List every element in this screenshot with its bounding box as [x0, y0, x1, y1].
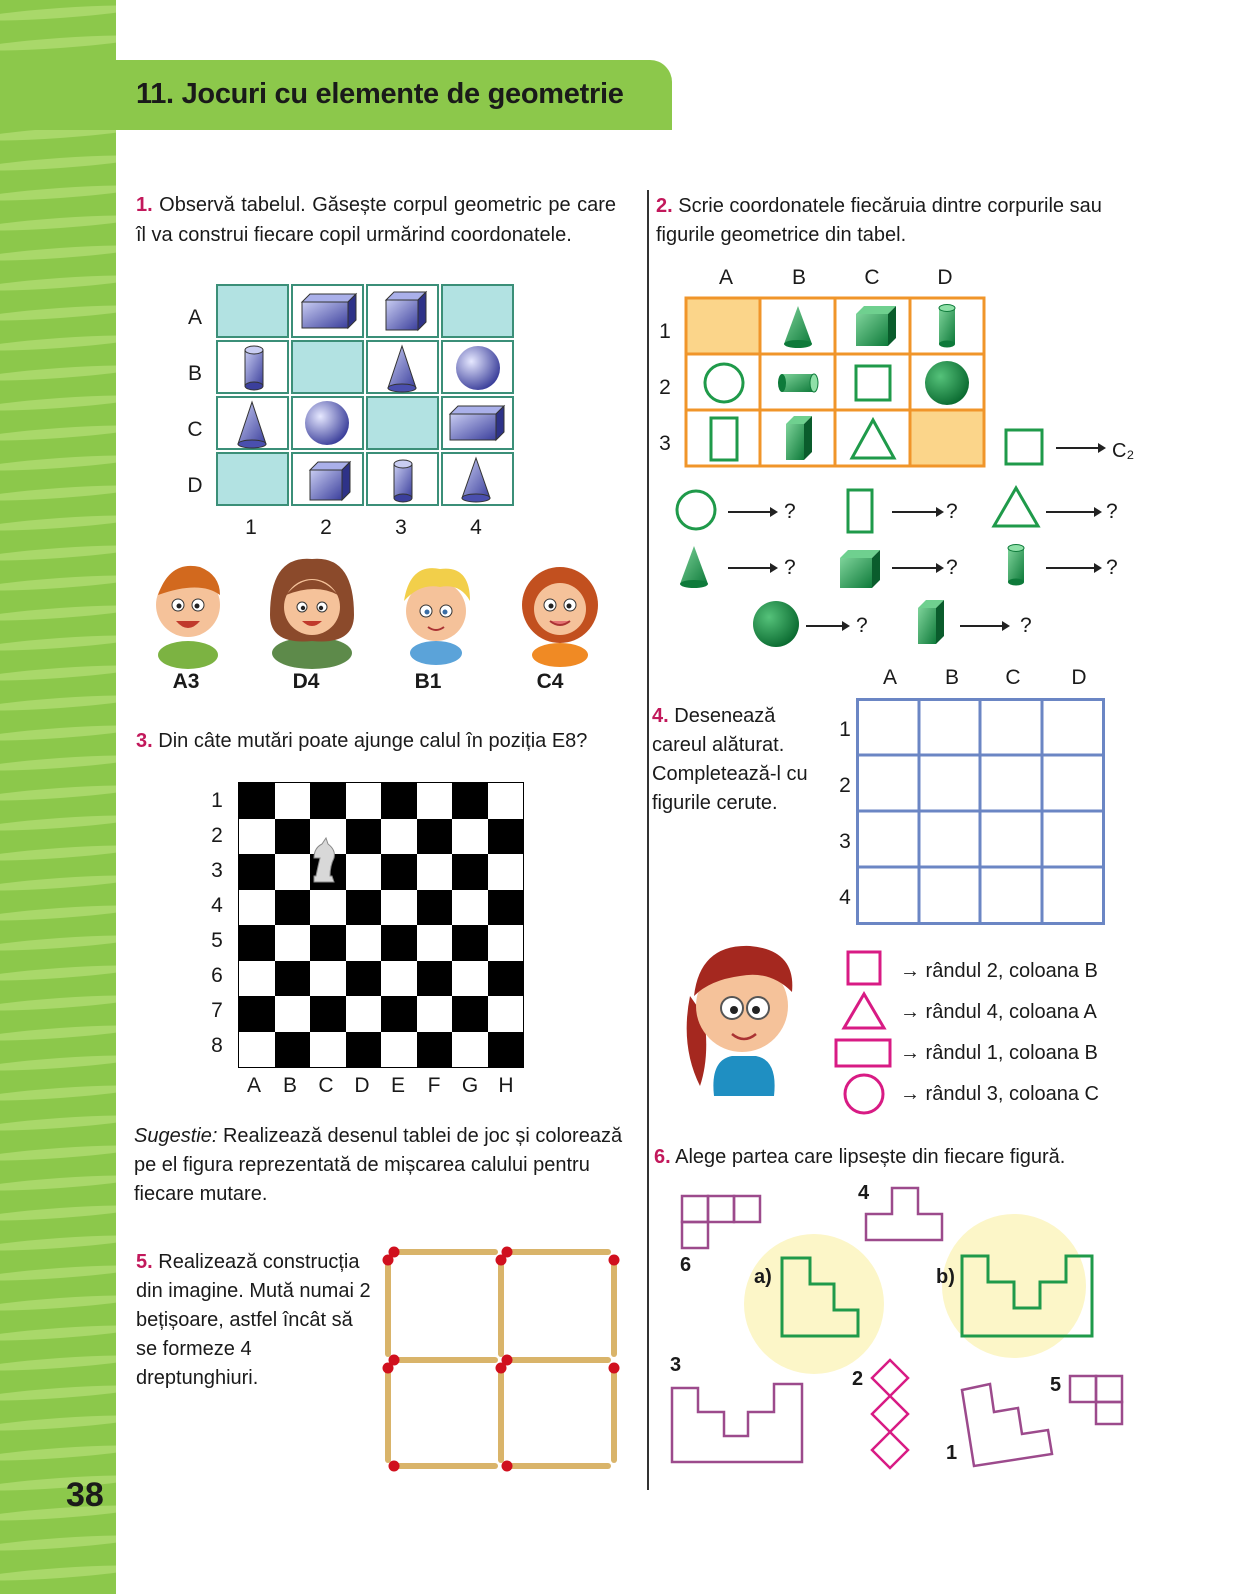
chess-square [346, 1032, 382, 1068]
chess-square [239, 925, 275, 961]
chess-square [417, 996, 453, 1032]
piece-label: 4 [858, 1182, 870, 1204]
decorative-sidebar [0, 0, 116, 1594]
sidebar-stripe [0, 272, 116, 293]
chess-square [417, 890, 453, 926]
row-label: 1 [211, 789, 223, 812]
chess-square [310, 890, 346, 926]
chess-square [488, 961, 524, 997]
col-label: 4 [470, 516, 482, 539]
chess-square [488, 996, 524, 1032]
answer-placeholder: ? [856, 614, 868, 637]
chess-square [346, 783, 382, 819]
exercise-instruction: Alege partea care lipsește din fiecare figură. [675, 1146, 1066, 1168]
matchstick[interactable] [389, 1247, 496, 1258]
sidebar-stripe [0, 1232, 116, 1253]
sidebar-stripe [0, 302, 116, 323]
chess-square [310, 996, 346, 1032]
circle-outline-icon [677, 491, 715, 529]
ex4-legend-shapes [832, 948, 902, 1118]
sphere-icon [925, 361, 969, 405]
figure-label: b) [936, 1266, 955, 1288]
legend-item: → rândul 1, coloana B [900, 1042, 1098, 1064]
sidebar-stripe [0, 1052, 116, 1073]
matchstick[interactable] [502, 1247, 609, 1258]
girl-avatar [270, 559, 354, 669]
answer-placeholder: ? [784, 500, 796, 523]
sidebar-stripe [0, 872, 116, 893]
sidebar-stripe [0, 182, 116, 203]
sphere-icon [753, 601, 799, 647]
row-label: 2 [839, 774, 851, 797]
arrow-icon [728, 563, 778, 573]
ex1-grid [216, 284, 516, 512]
sidebar-stripe [0, 602, 116, 623]
ex2-grid-and-shapes [670, 296, 1140, 666]
exercise-number: 4. [652, 705, 669, 727]
exercise-6-text [654, 1142, 1134, 1172]
chess-square [275, 783, 311, 819]
exercise-number: 2. [656, 195, 673, 217]
col-label: D [1071, 666, 1087, 689]
chess-square [310, 1032, 346, 1068]
row-label: 3 [839, 830, 851, 853]
chess-square [239, 819, 275, 855]
matchstick[interactable] [502, 1461, 609, 1472]
chess-square [452, 961, 488, 997]
exercise-number: 1. [136, 194, 153, 216]
cylinder-icon [1008, 545, 1024, 586]
chess-square [417, 1032, 453, 1068]
cone-icon [238, 402, 266, 448]
sidebar-stripe [0, 482, 116, 503]
arrow-icon [1056, 443, 1106, 453]
sidebar-stripe [0, 1142, 116, 1163]
kid-label: B1 [414, 670, 442, 693]
sidebar-stripe [0, 392, 116, 413]
sphere-icon [305, 401, 349, 445]
cylinder-icon [939, 305, 955, 348]
legend-item: → rândul 2, coloana B [900, 960, 1098, 982]
chess-square [346, 961, 382, 997]
hint-text [134, 1122, 624, 1209]
page-number: 38 [66, 1476, 104, 1514]
chess-square [381, 819, 417, 855]
sidebar-stripe [0, 32, 116, 53]
answer-placeholder: ? [946, 556, 958, 579]
figure-label: a) [754, 1266, 772, 1288]
sidebar-stripe [0, 932, 116, 953]
chess-square [346, 890, 382, 926]
exercise-2-text [656, 192, 1136, 250]
exercise-instruction: Din câte mutări poate ajunge calul în poziția E8? [158, 730, 588, 752]
row-label: 7 [211, 999, 223, 1022]
curly-girl-avatar [522, 567, 598, 667]
chess-square [275, 925, 311, 961]
sidebar-stripe [0, 1292, 116, 1313]
col-label: C [318, 1074, 334, 1097]
answer-placeholder: ? [1020, 614, 1032, 637]
row-label: 1 [659, 320, 671, 343]
col-label: 2 [320, 516, 332, 539]
chess-square [452, 996, 488, 1032]
knight-icon [306, 836, 342, 886]
col-label: B [282, 1074, 297, 1097]
kid-label: D4 [292, 670, 320, 693]
square-outline-icon [856, 366, 890, 400]
chess-square [239, 890, 275, 926]
chess-square [275, 854, 311, 890]
circle-outline-icon [845, 1075, 883, 1113]
exercise-instruction: Observă tabelul. Găsește corpul geometric pe care îl va construi fiecare copil urmărind coordonatele. [136, 194, 617, 246]
piece-label: 6 [680, 1254, 692, 1276]
arrow-icon [1046, 507, 1102, 517]
chess-square [452, 890, 488, 926]
sidebar-stripe [0, 1172, 116, 1193]
exercise-instruction: Desenează careul alăturat. Completează-l cu figurile cerute. [652, 705, 808, 814]
triangle-outline-icon [844, 994, 884, 1028]
chess-square [346, 996, 382, 1032]
matchstick[interactable] [389, 1355, 496, 1366]
chess-square [452, 819, 488, 855]
kid-label: C4 [536, 670, 564, 693]
hint-body: Realizează desenul tablei de joc și colorează pe el figura reprezentată de mișcarea calului pentru fiecare mutare. [134, 1125, 623, 1205]
sidebar-stripe [0, 212, 116, 233]
chess-square [488, 783, 524, 819]
cone-icon [680, 546, 708, 588]
sidebar-stripe [0, 992, 116, 1013]
piece-label: 1 [946, 1442, 958, 1464]
example-answer: C₂ [1112, 440, 1135, 462]
sidebar-stripe [0, 692, 116, 713]
chess-square [381, 961, 417, 997]
piece-label: 3 [670, 1354, 682, 1376]
col-label: H [498, 1074, 514, 1097]
row-label: 3 [659, 432, 671, 455]
chess-square [239, 783, 275, 819]
cylinder-icon [394, 460, 412, 502]
chess-square [239, 854, 275, 890]
rectangle-outline-icon [711, 418, 737, 460]
col-label: E [390, 1074, 405, 1097]
row-label: 1 [839, 718, 851, 741]
col-label: F [427, 1074, 441, 1097]
sidebar-stripe [0, 572, 116, 593]
sidebar-stripe [0, 362, 116, 383]
cone-icon [784, 306, 812, 348]
boy-avatar [156, 566, 220, 669]
sidebar-stripe [0, 1202, 116, 1223]
answer-placeholder: ? [946, 500, 958, 523]
col-label: A [718, 266, 733, 289]
chess-square [381, 996, 417, 1032]
chess-square [417, 854, 453, 890]
arrow-icon [892, 563, 944, 573]
highlight-circle [744, 1234, 884, 1374]
sidebar-stripe [0, 452, 116, 473]
arrow-icon [728, 507, 778, 517]
sidebar-stripe [0, 512, 116, 533]
col-label: 3 [395, 516, 407, 539]
chess-square [381, 890, 417, 926]
chess-square [239, 961, 275, 997]
matchsticks-figure [384, 1246, 634, 1476]
chess-square [346, 925, 382, 961]
sidebar-stripe [0, 1262, 116, 1283]
chess-square [452, 854, 488, 890]
matchstick[interactable] [496, 1363, 507, 1461]
exercise-number: 6. [654, 1146, 671, 1168]
row-label: 8 [211, 1034, 223, 1057]
cube-icon [856, 306, 896, 346]
piece-2 [872, 1360, 908, 1468]
sidebar-stripe [0, 962, 116, 983]
chess-square [310, 783, 346, 819]
col-label: A [882, 666, 897, 689]
exercise-5-text [136, 1248, 376, 1393]
col-label: D [354, 1074, 370, 1097]
chess-square [417, 783, 453, 819]
sidebar-stripe [0, 542, 116, 563]
sidebar-stripe [0, 842, 116, 863]
triangle-outline-icon [852, 420, 894, 458]
piece-label: 2 [852, 1368, 864, 1390]
matchstick[interactable] [383, 1255, 394, 1355]
chess-square [381, 783, 417, 819]
matchstick[interactable] [502, 1355, 609, 1366]
row-label: 2 [211, 824, 223, 847]
legend-item: → rândul 3, coloana C [900, 1083, 1100, 1105]
sidebar-stripe [0, 722, 116, 743]
sidebar-stripe [0, 1112, 116, 1133]
prism-icon [786, 416, 812, 460]
answer-placeholder: ? [1106, 556, 1118, 579]
chess-square [310, 961, 346, 997]
chess-square [381, 925, 417, 961]
arrow-icon [892, 507, 944, 517]
col-label: A [246, 1074, 261, 1097]
legend-item: → rândul 4, coloana A [900, 1001, 1097, 1023]
sidebar-stripe [0, 1412, 116, 1433]
piece-4 [866, 1188, 942, 1240]
row-label: 4 [211, 894, 223, 917]
chess-square [381, 854, 417, 890]
sidebar-stripe [0, 1382, 116, 1403]
cone-icon [462, 458, 490, 502]
matchstick[interactable] [609, 1363, 620, 1461]
matchstick[interactable] [496, 1255, 507, 1355]
exercise-3-text [136, 726, 616, 756]
matchstick[interactable] [609, 1255, 620, 1355]
chess-square [488, 854, 524, 890]
rectangle-outline-icon [848, 490, 872, 532]
matchstick[interactable] [389, 1461, 496, 1472]
chess-square [488, 1032, 524, 1068]
blond-boy-avatar [404, 568, 470, 665]
sidebar-stripe [0, 1022, 116, 1043]
chess-square [452, 1032, 488, 1068]
ex6-puzzle-figures [660, 1180, 1140, 1490]
sidebar-stripe [0, 1442, 116, 1463]
answer-placeholder: ? [1106, 500, 1118, 523]
chess-square [488, 925, 524, 961]
column-divider [647, 190, 649, 1490]
arrow-icon [960, 621, 1010, 631]
cuboid-icon [302, 294, 356, 328]
chess-square [381, 1032, 417, 1068]
ex1-solids [216, 284, 516, 512]
chess-square [452, 925, 488, 961]
cylinder-icon [245, 346, 263, 390]
chess-square [417, 925, 453, 961]
chess-square [417, 819, 453, 855]
girl-with-glasses-illustration [670, 936, 810, 1106]
sidebar-stripe [0, 152, 116, 173]
exercise-number: 5. [136, 1251, 153, 1273]
arrow-icon [806, 621, 850, 631]
chess-square [239, 996, 275, 1032]
kid-label: A3 [172, 670, 200, 693]
row-label: 3 [211, 859, 223, 882]
col-label: G [461, 1074, 479, 1097]
sidebar-stripe [0, 332, 116, 353]
cube-icon [840, 550, 880, 588]
col-label: 1 [245, 516, 257, 539]
chess-square [275, 961, 311, 997]
sidebar-stripe [0, 1322, 116, 1343]
piece-6 [682, 1196, 760, 1248]
cuboid-icon [450, 406, 504, 440]
row-label: 5 [211, 929, 223, 952]
chess-square [452, 783, 488, 819]
prism-icon [918, 600, 944, 644]
row-label: 4 [839, 886, 851, 909]
row-label: D [187, 474, 203, 497]
row-label: 2 [659, 376, 671, 399]
kids-illustration [140, 555, 620, 665]
cube-icon [386, 292, 426, 330]
chess-square [488, 890, 524, 926]
col-label: D [937, 266, 953, 289]
exercise-1-text [136, 190, 616, 250]
row-label: 6 [211, 964, 223, 987]
piece-label: 5 [1050, 1374, 1062, 1396]
piece-1 [962, 1384, 1052, 1466]
chess-square [488, 819, 524, 855]
chess-square [275, 1032, 311, 1068]
piece-5 [1070, 1376, 1122, 1424]
chess-square [275, 996, 311, 1032]
matchstick[interactable] [383, 1363, 394, 1461]
chess-square [275, 890, 311, 926]
answer-placeholder: ? [784, 556, 796, 579]
arrow-icon [1046, 563, 1102, 573]
square-outline-icon [848, 952, 880, 984]
square-outline-icon [1006, 430, 1042, 464]
blue-empty-grid [856, 698, 1106, 928]
sidebar-stripe [0, 2, 116, 23]
sidebar-stripe [0, 1352, 116, 1373]
exercise-number: 3. [136, 730, 153, 752]
sidebar-stripe [0, 1532, 116, 1553]
circle-outline-icon [705, 364, 743, 402]
col-label: C [1005, 666, 1021, 689]
sidebar-stripe [0, 812, 116, 833]
chess-square [346, 854, 382, 890]
sidebar-stripe [0, 632, 116, 653]
sidebar-stripe [0, 422, 116, 443]
chess-square [310, 925, 346, 961]
sidebar-stripe [0, 662, 116, 683]
cube-icon [310, 462, 350, 500]
sidebar-stripe [0, 752, 116, 773]
row-label: A [187, 306, 202, 329]
sidebar-stripe [0, 902, 116, 923]
col-label: B [791, 266, 806, 289]
sidebar-stripe [0, 1562, 116, 1583]
sidebar-stripe [0, 242, 116, 263]
cylinder-horizontal-icon [778, 374, 818, 392]
sidebar-stripe [0, 1082, 116, 1103]
col-label: B [944, 666, 959, 689]
row-label: B [187, 362, 202, 385]
exercise-instruction: Scrie coordonatele fiecăruia dintre corpurile sau figurile geometrice din tabel. [656, 195, 1102, 246]
hint-label: Sugestie: [134, 1125, 218, 1147]
chess-square [417, 961, 453, 997]
rectangle-outline-icon [836, 1040, 890, 1066]
chessboard [238, 782, 524, 1068]
cone-icon [388, 346, 416, 392]
sphere-icon [456, 346, 500, 390]
sidebar-stripe [0, 782, 116, 803]
page-title: 11. Jocuri cu elemente de geometrie [136, 78, 624, 110]
row-label: C [187, 418, 203, 441]
chess-square [275, 819, 311, 855]
exercise-4-text [652, 702, 822, 818]
piece-3 [672, 1384, 802, 1462]
exercise-instruction: Realizează construcția din imagine. Mută numai 2 bețișoare, astfel încât să se formeze 4 dreptunghiuri. [136, 1251, 371, 1389]
chess-square [346, 819, 382, 855]
col-label: C [864, 266, 880, 289]
triangle-outline-icon [994, 488, 1038, 526]
chess-square [239, 1032, 275, 1068]
